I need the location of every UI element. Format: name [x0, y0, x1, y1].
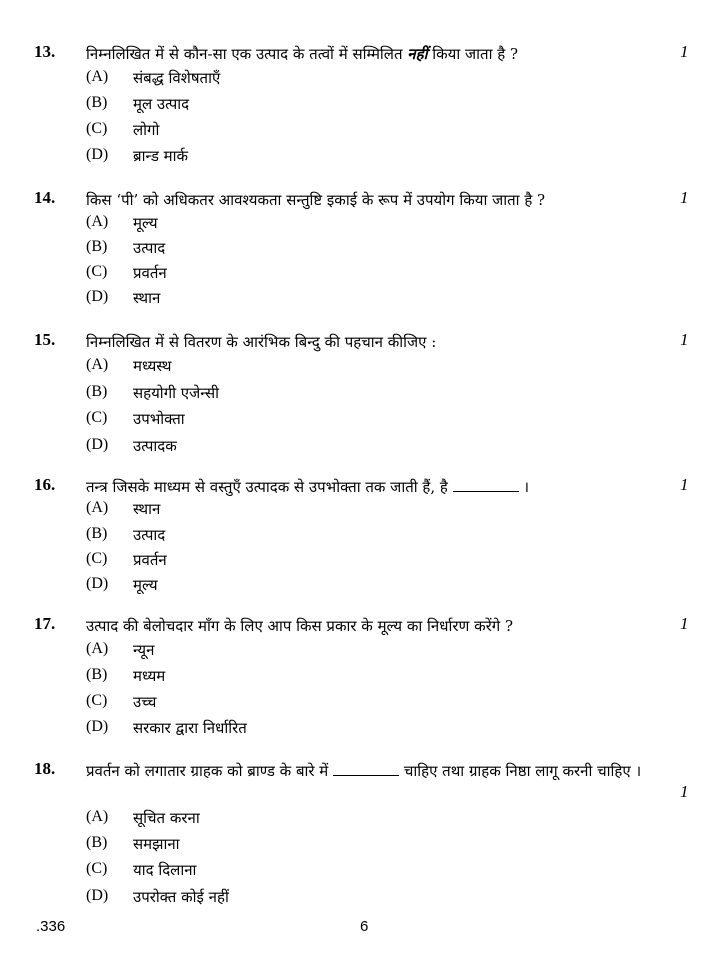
- question-text: तन्त्र जिसके माध्यम से वस्तुएँ उत्पादक से उपभोक्ता तक जाती हैं, है ।: [86, 478, 530, 496]
- marks: 1: [680, 330, 689, 349]
- question-number: 18.: [34, 759, 56, 778]
- question-number: 13.: [34, 42, 56, 61]
- marks: 1: [680, 782, 689, 801]
- question-number: 16.: [34, 475, 56, 494]
- question-number: 14.: [34, 188, 56, 207]
- question-text: निम्नलिखित में से वितरण के आरंभिक बिन्दु की पहचान कीजिए :: [86, 333, 437, 351]
- fill-in-blank: [333, 761, 399, 776]
- fill-in-blank: [453, 477, 519, 492]
- question-text: उत्पाद की बेलोचदार माँग के लिए आप किस प्रकार के मूल्य का निर्धारण करेंगे ?: [86, 617, 514, 635]
- question-number: 17.: [34, 614, 56, 633]
- emphasis-negation: नहीं: [407, 45, 428, 63]
- question-text: निम्नलिखित में से कौन-सा एक उत्पाद के तत्वों में सम्मिलित नहीं किया जाता है ?: [86, 45, 519, 63]
- marks: 1: [680, 614, 689, 633]
- question-text: प्रवर्तन को लगातार ग्राहक को ब्राण्ड के बारे में चाहिए तथा ग्राहक निष्ठा लागू करनी चाहिए ।: [86, 762, 642, 780]
- paper-code: .336: [36, 918, 66, 935]
- marks: 1: [680, 188, 689, 207]
- question-text: किस ‘पी’ को अधिकतर आवश्यकता सन्तुष्टि इकाई के रूप में उपयोग किया जाता है ?: [86, 191, 546, 209]
- marks: 1: [680, 42, 689, 61]
- marks: 1: [680, 475, 689, 494]
- question-number: 15.: [34, 330, 56, 349]
- page-number: 6: [360, 918, 369, 935]
